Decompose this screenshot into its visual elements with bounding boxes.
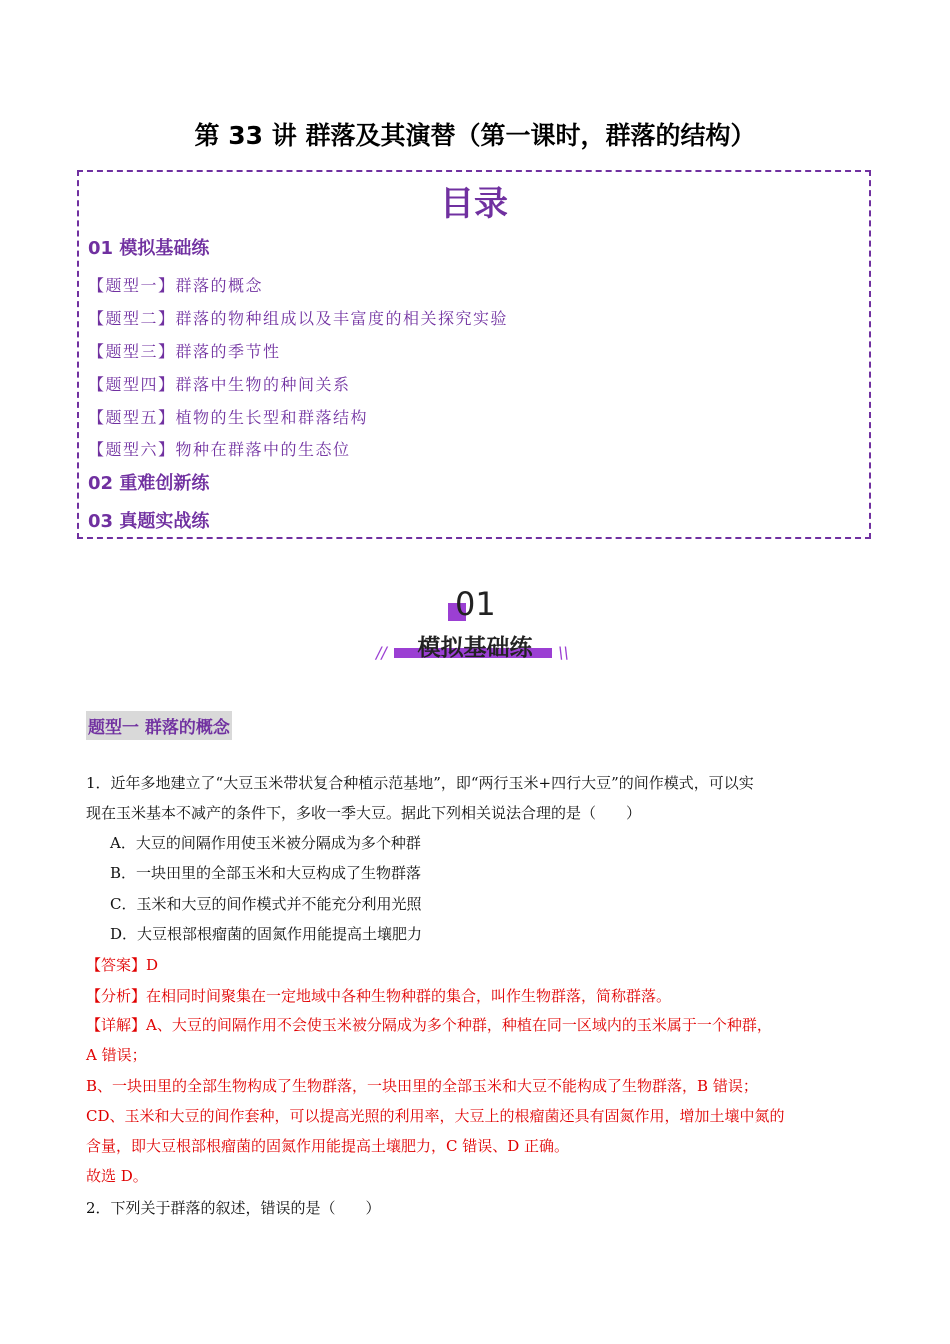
q1-stem-line-1: 1．近年多地建立了“大豆玉米带状复合种植示范基地”，即“两行玉米+四行大豆”的间作模式，可以实 [86,774,754,792]
q1-detail-line-2: A 错误； [86,1046,147,1064]
banner-slash-right: \\ [558,643,569,662]
detail-tag: 【详解】 [86,1016,147,1034]
toc-item-1[interactable]: 【题型一】群落的概念 [88,276,264,295]
toc-item-6[interactable]: 【题型六】物种在群落中的生态位 [88,440,351,459]
q1-conclusion: 故选 D。 [86,1167,148,1185]
document-title: 第 33 讲 群落及其演替（第一课时，群落的结构） [194,121,756,150]
detail-text-1: A、大豆的间隔作用不会使玉米被分隔成为多个种群，种植在同一区域内的玉米属于一个种群， [146,1016,772,1034]
q1-option-d: D．大豆根部根瘤菌的固氮作用能提高土壤肥力 [110,925,423,943]
q1-detail-line-3: B、一块田里的全部生物构成了生物群落，一块田里的全部玉米和大豆不能构成了生物群落，B 错误； [86,1077,758,1095]
toc-item-4[interactable]: 【题型四】群落中生物的种间关系 [88,375,351,394]
toc-item-5[interactable]: 【题型五】植物的生长型和群落结构 [88,408,369,427]
toc-heading: 目录 [440,184,508,224]
section-banner [370,585,580,665]
answer-value: D [146,956,159,974]
answer-tag: 【答案】 [86,956,147,974]
analysis-text: 在相同时间聚集在一定地域中各种生物种群的集合，叫作生物群落，简称群落。 [146,987,672,1005]
q1-analysis [86,985,671,1006]
toc-section-2[interactable]: 02 重难创新练 [88,473,210,494]
toc-item-3[interactable]: 【题型三】群落的季节性 [88,342,281,361]
toc-section-3[interactable]: 03 真题实战练 [88,511,210,532]
q1-stem-line-2: 现在玉米基本不减产的条件下，多收一季大豆。据此下列相关说法合理的是（ ） [86,804,642,822]
toc-item-2[interactable]: 【题型二】群落的物种组成以及丰富度的相关探究实验 [88,309,509,328]
q1-detail-line-1 [86,1014,772,1035]
q1-detail-line-4: CD、玉米和大豆的间作套种，可以提高光照的利用率，大豆上的根瘤菌还具有固氮作用，增加土壤中氮的 [86,1107,785,1125]
q1-option-b: B．一块田里的全部玉米和大豆构成了生物群落 [110,864,422,882]
banner-slash-left: // [376,643,387,662]
toc-section-1[interactable]: 01 模拟基础练 [88,238,210,259]
q2-stem: 2．下列关于群落的叙述，错误的是（ ） [86,1199,381,1217]
table-of-contents [77,170,871,539]
q1-detail-line-5: 含量，即大豆根部根瘤菌的固氮作用能提高土壤肥力，C 错误、D 正确。 [86,1137,570,1155]
question-type-heading: 题型一 群落的概念 [86,711,232,740]
q1-answer [86,954,158,975]
q1-option-c: C．玉米和大豆的间作模式并不能充分利用光照 [110,895,422,913]
banner-label: 模拟基础练 [417,635,533,661]
q1-option-a: A．大豆的间隔作用使玉米被分隔成为多个种群 [110,834,421,852]
analysis-tag: 【分析】 [86,987,147,1005]
banner-number: 01 [455,585,496,623]
